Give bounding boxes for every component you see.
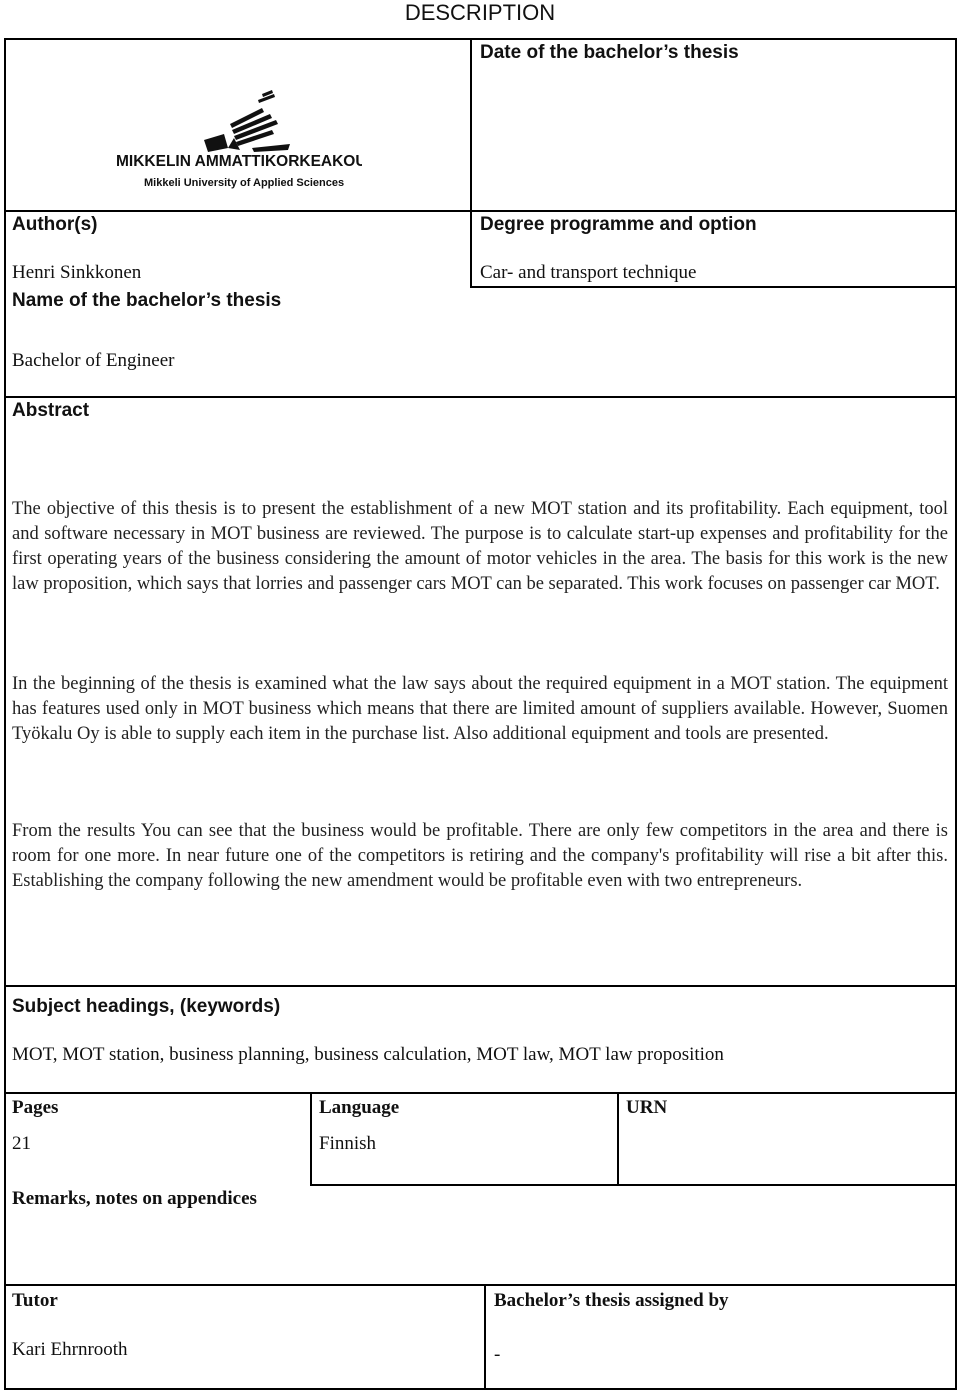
border-top (4, 38, 957, 40)
thesis-name-label: Name of the bachelor’s thesis (12, 290, 282, 311)
language-value: Finnish (319, 1133, 377, 1154)
degree-value: Car- and transport technique (480, 262, 697, 283)
pages-label: Pages (12, 1097, 59, 1118)
divider-pages (310, 1092, 312, 1186)
divider-thesis-name (4, 396, 957, 398)
divider-remarks (4, 1284, 957, 1286)
page-title: DESCRIPTION (404, 0, 556, 25)
logo-subtitle: Mikkeli University of Applied Sciences (144, 177, 345, 189)
border-left (4, 38, 6, 1390)
tutor-value: Kari Ehrnrooth (12, 1339, 128, 1360)
authors-value: Henri Sinkkonen (12, 262, 142, 283)
authors-label: Author(s) (12, 214, 98, 235)
abstract-paragraph: The objective of this thesis is to present the establishment of a new MOT station and its profitability. Each equipment, tool and software necessary in MOT business are reviewed. The purpose is to calculate start-up expenses and profitability for the first operating years of the business considering the amount of motor vehicles in the area. The basis for this work is the new law proposition, which says that lorries and passenger cars MOT can be separated. This work focuses on passenger car MOT. (12, 499, 948, 594)
university-logo (112, 88, 362, 198)
assigned-by-value: - (494, 1344, 501, 1365)
border-right (955, 38, 957, 1390)
keywords-value: MOT, MOT station, business planning, business calculation, MOT law, MOT law proposition (12, 1044, 724, 1065)
divider-logo-row (4, 210, 957, 212)
thesis-name-value: Bachelor of Engineer (12, 350, 175, 371)
remarks-label: Remarks, notes on appendices (12, 1188, 257, 1209)
date-label: Date of the bachelor’s thesis (480, 42, 739, 63)
language-label: Language (319, 1097, 400, 1118)
pages-value: 21 (12, 1133, 31, 1154)
logo-mark-icon (112, 88, 362, 198)
border-bottom (4, 1388, 957, 1390)
degree-label: Degree programme and option (480, 214, 757, 235)
assigned-by-label: Bachelor’s thesis assigned by (494, 1290, 729, 1311)
logo-name: MIKKELIN AMMATTIKORKEAKOULU (116, 153, 362, 170)
divider-urn-row (310, 1184, 957, 1186)
divider-keywords (4, 1092, 957, 1094)
keywords-label: Subject headings, (keywords) (12, 996, 281, 1017)
divider-tutor (484, 1284, 486, 1390)
divider-language (617, 1092, 619, 1186)
divider-abstract (4, 985, 957, 987)
abstract-paragraph: In the beginning of the thesis is examined what the law says about the required equipment in a MOT station. The equipment has features used only in MOT business which means that there are limited amount of suppliers available. However, Suomen Työkalu Oy is able to supply each item in the purchase list. Also additional equipment and tools are presented. (12, 674, 948, 744)
urn-label: URN (626, 1097, 668, 1118)
tutor-label: Tutor (12, 1290, 58, 1311)
abstract-label: Abstract (12, 400, 90, 421)
abstract-paragraph: From the results You can see that the business would be profitable. There are only few competitors in the area and there is room for one more. In near future one of the competitors is retiring and the company's profitability will rise a bit after this. Establishing the company following the new amendment would be profitable even with two entrepreneurs. (12, 821, 948, 891)
divider-degree-row (470, 286, 957, 288)
divider-header (470, 38, 472, 288)
